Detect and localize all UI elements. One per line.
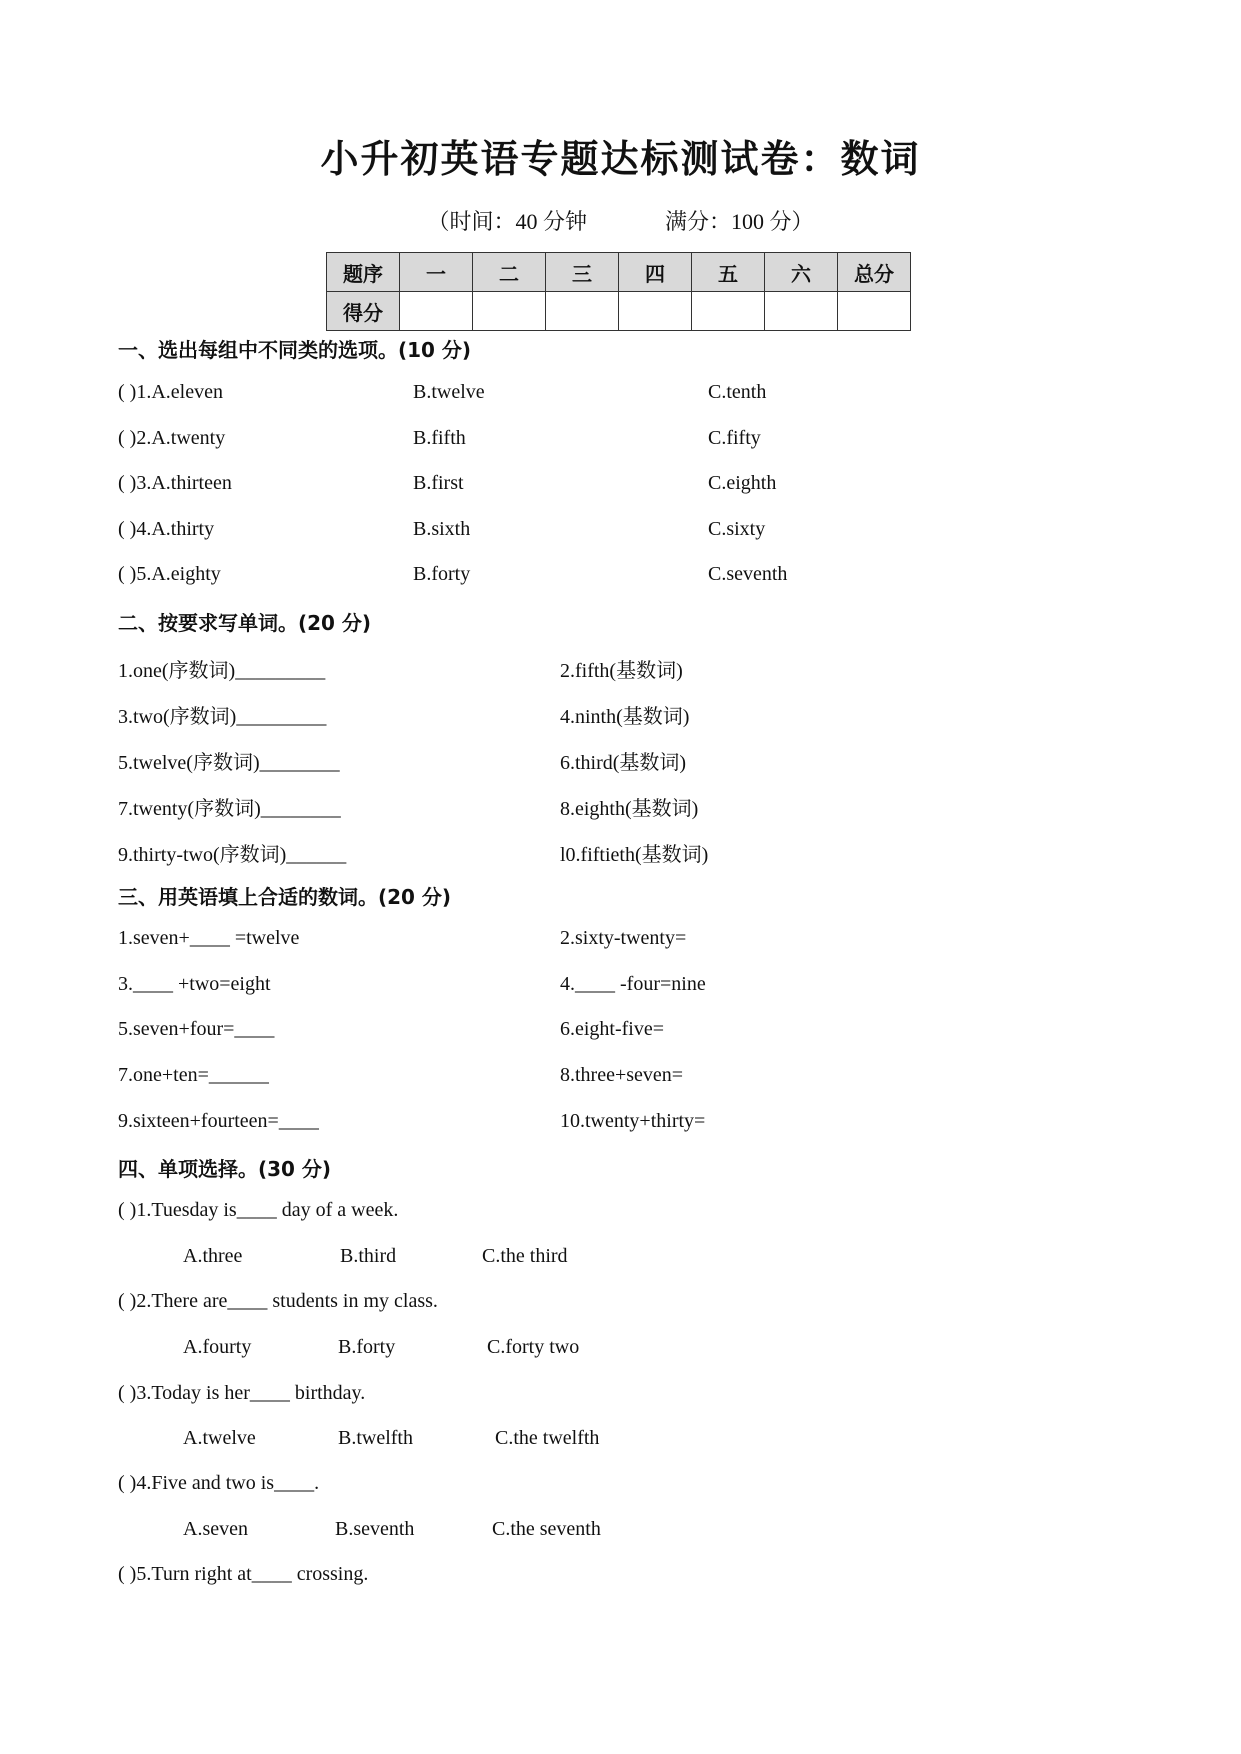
- s4-q4-stem: ( )4.Five and two is____.: [118, 1472, 320, 1494]
- s4-q1-option-c: C.the third: [482, 1245, 568, 1267]
- s1-q5-option-a: ( )5.A.eighty: [118, 563, 221, 585]
- s3-item-left: 7.one+ten=______: [118, 1064, 269, 1086]
- section3-heading: 三、用英语填上合适的数词。(20 分): [118, 885, 452, 909]
- s1-q2-option-b: B.fifth: [413, 427, 466, 449]
- s4-q2-option-b: B.forty: [338, 1336, 396, 1358]
- score-header-cell: 题序: [327, 253, 400, 292]
- s3-item-left: 5.seven+four=____: [118, 1018, 275, 1040]
- score-cell[interactable]: [473, 292, 546, 331]
- s1-q1-option-c: C.tenth: [708, 381, 767, 403]
- s1-q5-option-c: C.seventh: [708, 563, 788, 585]
- s4-q4-option-c: C.the seventh: [492, 1518, 601, 1540]
- score-header-cell: 一: [400, 253, 473, 292]
- s4-q1-option-a: A.three: [183, 1245, 243, 1267]
- score-row-label: 得分: [327, 292, 400, 331]
- full-score: 满分：100 分）: [665, 209, 814, 234]
- score-cell[interactable]: [765, 292, 838, 331]
- s1-q1-option-b: B.twelve: [413, 381, 485, 403]
- s3-item-right: 10.twenty+thirty=: [560, 1110, 706, 1132]
- s1-q4-option-b: B.sixth: [413, 518, 471, 540]
- s3-item-left: 9.sixteen+fourteen=____: [118, 1110, 319, 1132]
- score-header-cell: 三: [546, 253, 619, 292]
- score-header-cell: 二: [473, 253, 546, 292]
- score-cell[interactable]: [546, 292, 619, 331]
- s4-q2-option-a: A.fourty: [183, 1336, 252, 1358]
- s1-q1-option-a: ( )1.A.eleven: [118, 381, 223, 403]
- score-table-header-row: [327, 253, 911, 292]
- s1-q3-option-c: C.eighth: [708, 472, 777, 494]
- s2-item-left: 3.two(序数词)_________: [118, 706, 327, 728]
- score-cell[interactable]: [692, 292, 765, 331]
- score-cell[interactable]: [400, 292, 473, 331]
- s1-q4-option-c: C.sixty: [708, 518, 766, 540]
- s3-item-left: 3.____ +two=eight: [118, 973, 271, 995]
- time-limit: （时间：40 分钟: [427, 209, 587, 234]
- s4-q4-option-a: A.seven: [183, 1518, 248, 1540]
- s3-item-right: 2.sixty-twenty=: [560, 927, 687, 949]
- s4-q1-option-b: B.third: [340, 1245, 397, 1267]
- exam-info: [0, 205, 1241, 236]
- s1-q2-option-c: C.fifty: [708, 427, 761, 449]
- score-table-score-row: [327, 292, 911, 331]
- s2-item-right: 4.ninth(基数词): [560, 706, 690, 728]
- s1-q4-option-a: ( )4.A.thirty: [118, 518, 215, 540]
- s1-q2-option-a: ( )2.A.twenty: [118, 427, 226, 449]
- s2-item-left: 1.one(序数词)_________: [118, 660, 326, 682]
- s2-item-left: 5.twelve(序数词)________: [118, 752, 340, 774]
- score-header-cell: 四: [619, 253, 692, 292]
- s1-q3-option-a: ( )3.A.thirteen: [118, 472, 232, 494]
- score-header-cell: 六: [765, 253, 838, 292]
- s1-q5-option-b: B.forty: [413, 563, 471, 585]
- page-title: 小升初英语专题达标测试卷：数词: [320, 137, 921, 181]
- s2-item-left: 9.thirty-two(序数词)______: [118, 844, 347, 866]
- s3-item-right: 4.____ -four=nine: [560, 973, 706, 995]
- score-cell[interactable]: [838, 292, 911, 331]
- s2-item-right: l0.fiftieth(基数词): [560, 844, 709, 866]
- s4-q2-stem: ( )2.There are____ students in my class.: [118, 1290, 438, 1312]
- s2-item-right: 6.third(基数词): [560, 752, 687, 774]
- s1-q3-option-b: B.first: [413, 472, 464, 494]
- score-header-cell: 总分: [838, 253, 911, 292]
- s4-q3-stem: ( )3.Today is her____ birthday.: [118, 1382, 366, 1404]
- s4-q2-option-c: C.forty two: [487, 1336, 580, 1358]
- section1-heading: 一、选出每组中不同类的选项。(10 分): [118, 338, 472, 362]
- s3-item-right: 6.eight-five=: [560, 1018, 665, 1040]
- s2-item-left: 7.twenty(序数词)________: [118, 798, 341, 820]
- score-table: [326, 252, 911, 331]
- s4-q3-option-a: A.twelve: [183, 1427, 256, 1449]
- score-header-cell: 五: [692, 253, 765, 292]
- s2-item-right: 2.fifth(基数词): [560, 660, 683, 682]
- s3-item-left: 1.seven+____ =twelve: [118, 927, 300, 949]
- s4-q4-option-b: B.seventh: [335, 1518, 415, 1540]
- s3-item-right: 8.three+seven=: [560, 1064, 684, 1086]
- s4-q3-option-c: C.the twelfth: [495, 1427, 600, 1449]
- score-cell[interactable]: [619, 292, 692, 331]
- section2-heading: 二、按要求写单词。(20 分): [118, 611, 372, 635]
- s4-q1-stem: ( )1.Tuesday is____ day of a week.: [118, 1199, 399, 1221]
- s4-q3-option-b: B.twelfth: [338, 1427, 413, 1449]
- section4-heading: 四、单项选择。(30 分): [118, 1157, 332, 1181]
- s4-q5-stem: ( )5.Turn right at____ crossing.: [118, 1563, 369, 1585]
- s2-item-right: 8.eighth(基数词): [560, 798, 699, 820]
